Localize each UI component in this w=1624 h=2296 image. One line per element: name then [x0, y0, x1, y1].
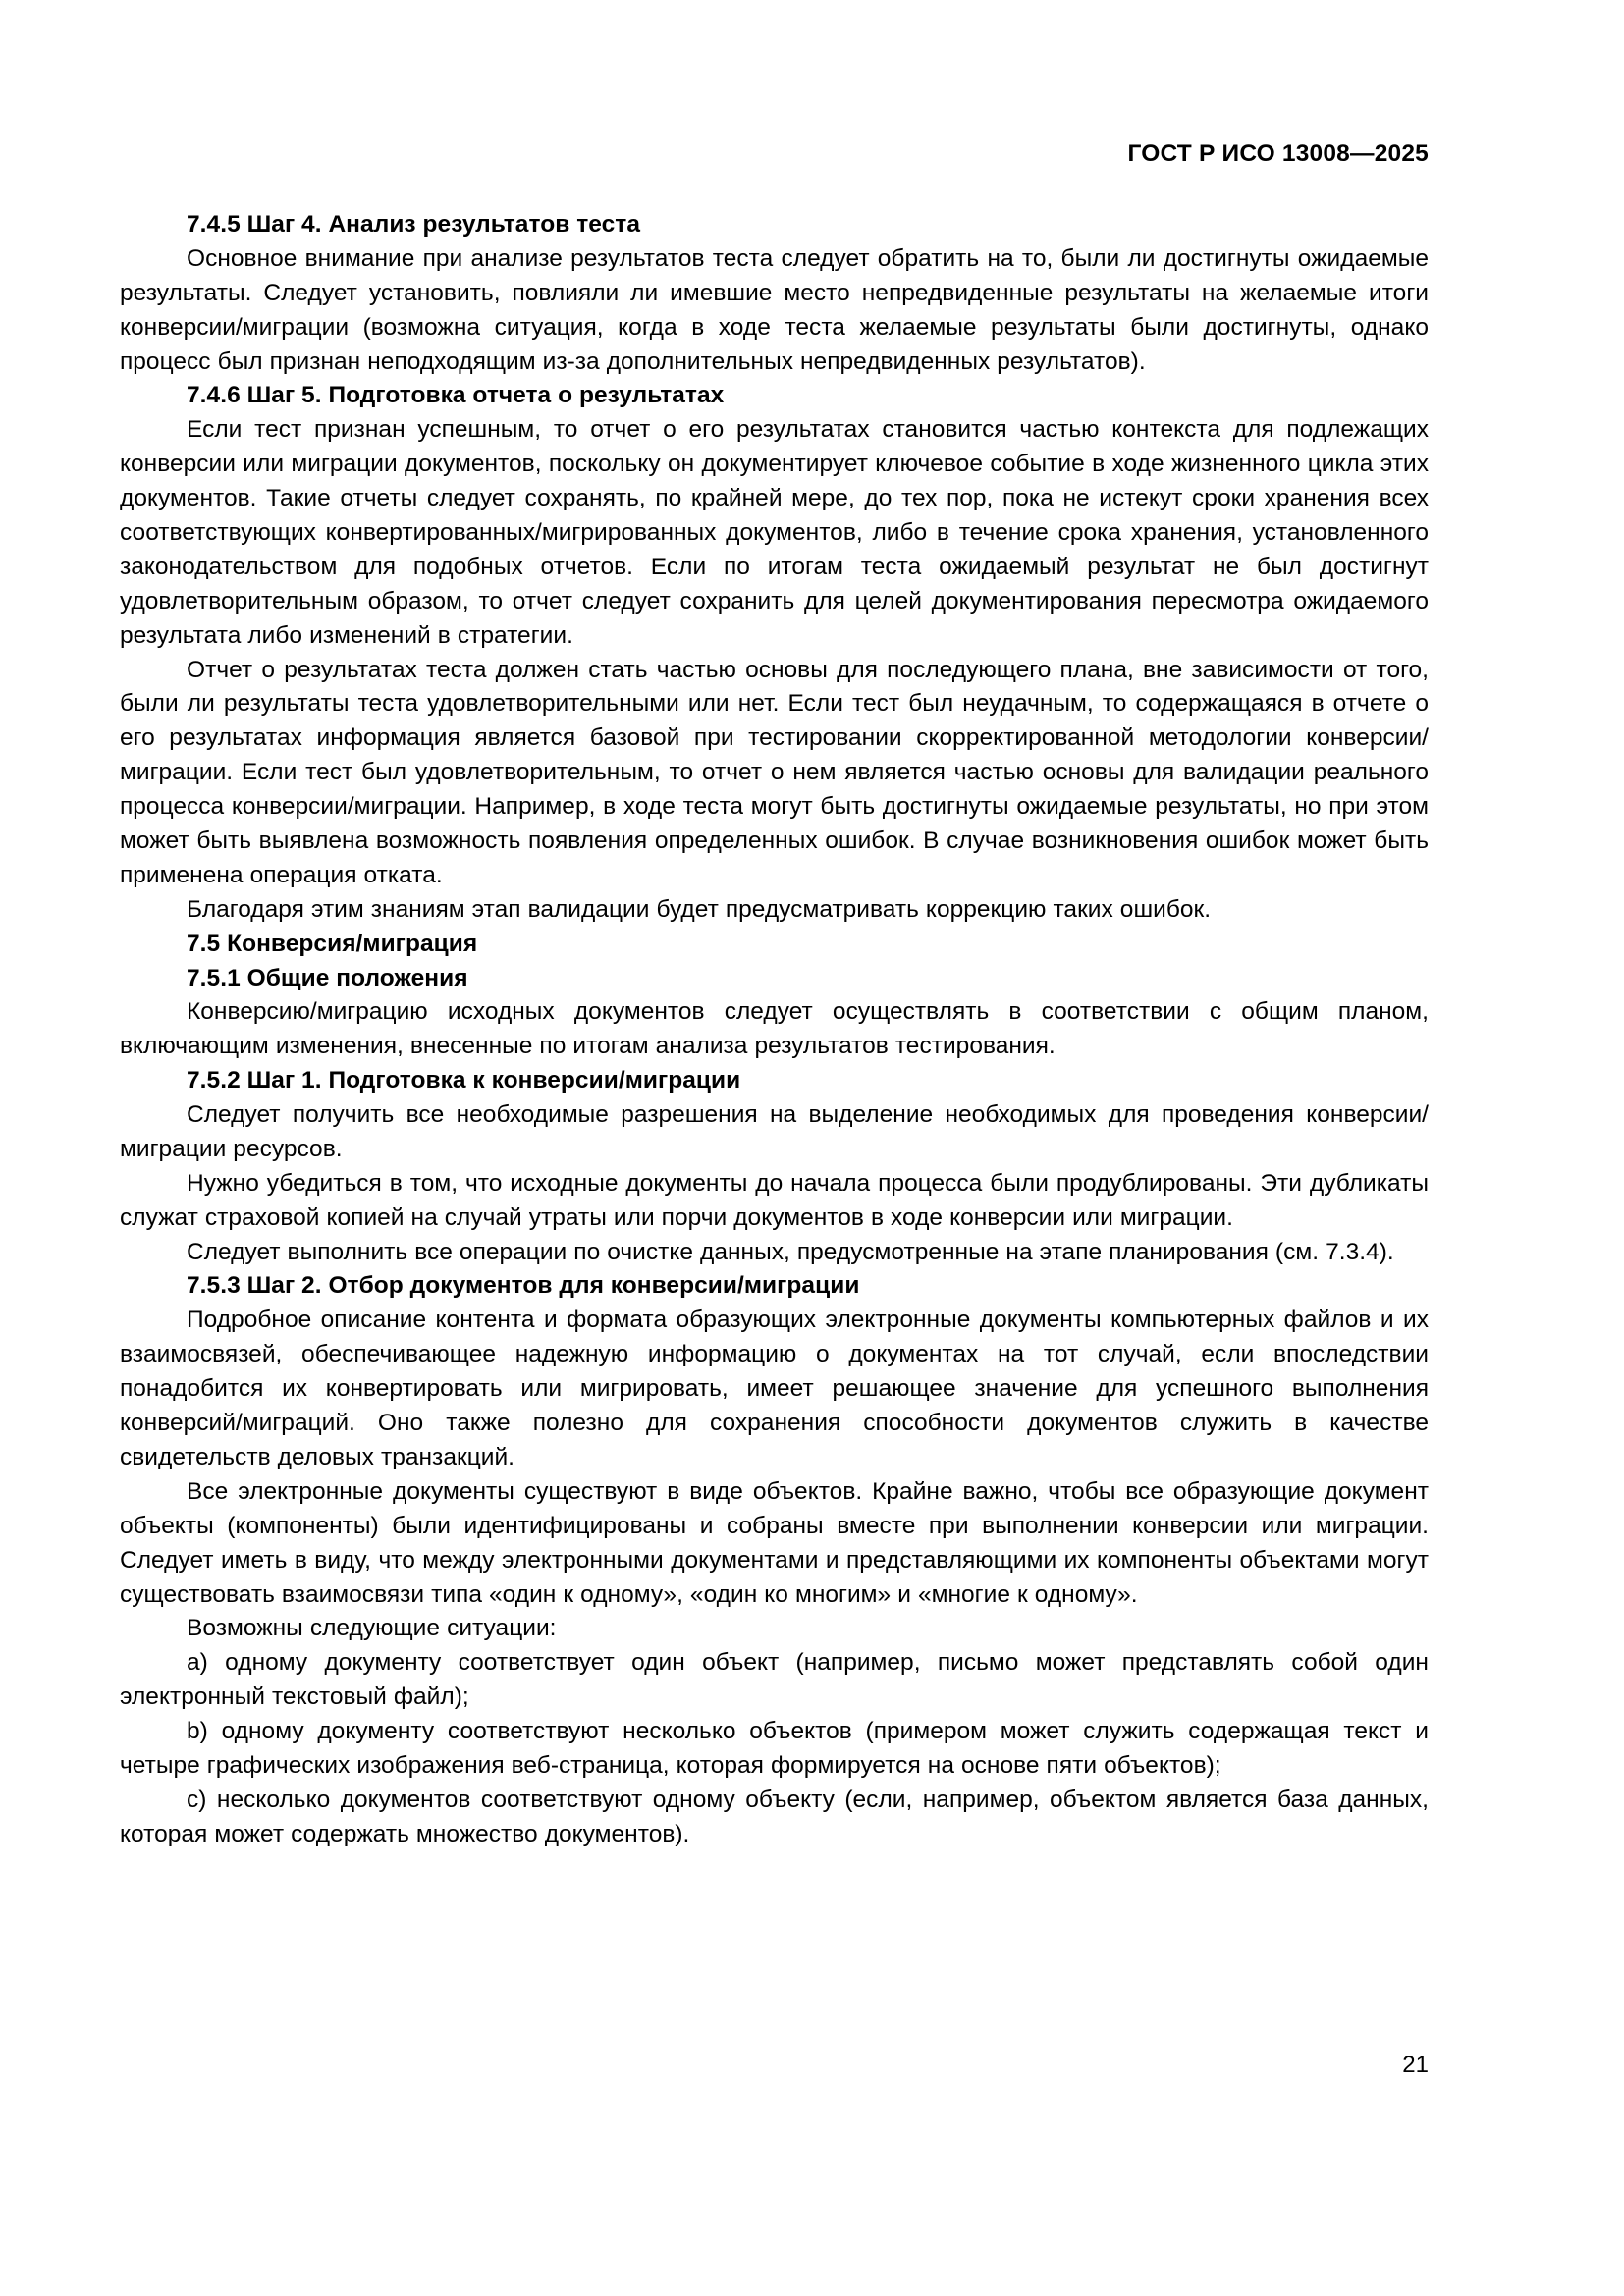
page-number: 21	[1402, 2052, 1429, 2078]
heading-7-4-6: 7.4.6 Шаг 5. Подготовка отчета о результатах	[187, 382, 725, 409]
paragraph-7-5-3-3: Возможны следующие ситуации:	[187, 1615, 557, 1642]
running-header: ГОСТ Р ИСО 13008—2025	[1127, 140, 1429, 167]
paragraph-7-4-6-3: Благодаря этим знаниям этап валидации будет предусматривать коррекцию таких ошибок.	[187, 895, 1212, 923]
paragraph-7-5-1-1: Конверсию/миграцию исходных документов следует осуществлять в соответствии с общим планом, включающим изменения, внесенные по итогам анализа результатов тестирования.	[120, 998, 1429, 1060]
page-content	[120, 208, 1429, 1852]
heading-7-5-3: 7.5.3 Шаг 2. Отбор документов для конверсии/миграции	[187, 1272, 860, 1300]
heading-7-5: 7.5 Конверсия/миграция	[187, 930, 478, 957]
paragraph-7-4-6-2: Отчет о результатах теста должен стать частью основы для последующего плана, вне зависимости от того, были ли результаты теста удовлетворительными или нет. Если тест был неудачным, то содержащаяся в отчете о его результатах информация является базовой при тестировании скорректированной методологии конверсии/миграции. Если тест был удовлетворительным, то отчет о нем является частью основы для валидации реального процесса конверсии/миграции. Например, в ходе теста могут быть достигнуты ожидаемые результаты, но при этом может быть выявлена возможность появления определенных ошибок. В случае возникновения ошибок может быть применена операция отката.	[120, 656, 1429, 888]
paragraph-7-5-3-2: Все электронные документы существуют в виде объектов. Крайне важно, чтобы все образующие документ объекты (компоненты) были идентифицированы и собраны вместе при выполнении конверсии или миграции. Следует иметь в виду, что между электронными документами и представляющими их компоненты объектами могут существовать взаимосвязи типа «один к одному», «один ко многим» и «многие к одному».	[120, 1477, 1429, 1608]
list-item-c: c) несколько документов соответствуют одному объекту (если, например, объектом является база данных, которая может содержать множество документов).	[120, 1786, 1429, 1847]
heading-7-5-1: 7.5.1 Общие положения	[187, 964, 468, 991]
paragraph-7-5-3-1: Подробное описание контента и формата образующих электронные документы компьютерных файлов и их взаимосвязей, обеспечивающее надежную информацию о документах на тот случай, если впоследствии понадобится их конвертировать или мигрировать, имеет решающее значение для успешного выполнения конверсий/миграций. Оно также полезно для сохранения способности документов служить в качестве свидетельств деловых транзакций.	[120, 1307, 1429, 1470]
heading-7-4-5: 7.4.5 Шаг 4. Анализ результатов теста	[187, 211, 640, 238]
paragraph-7-5-2-3: Следует выполнить все операции по очистке данных, предусмотренные на этапе планирования (см. 7.3.4).	[187, 1238, 1394, 1265]
list-item-b: b) одному документу соответствуют несколько объектов (примером может служить содержащая текст и четыре графических изображения веб-страница, которая формируется на основе пяти объектов);	[120, 1718, 1429, 1780]
paragraph-7-5-2-1: Следует получить все необходимые разрешения на выделение необходимых для проведения конверсии/миграции ресурсов.	[120, 1100, 1429, 1162]
paragraph-7-5-2-2: Нужно убедиться в том, что исходные документы до начала процесса были продублированы. Эти дубликаты служат страховой копией на случай утраты или порчи документов в ходе конверсии или миграции.	[120, 1169, 1429, 1231]
heading-7-5-2: 7.5.2 Шаг 1. Подготовка к конверсии/миграции	[187, 1067, 741, 1095]
paragraph-7-4-5-1: Основное внимание при анализе результатов теста следует обратить на то, были ли достигнуты ожидаемые результаты. Следует установить, повлияли ли имевшие место непредвиденные результаты на желаемые итоги конверсии/миграции (возможна ситуация, когда в ходе теста желаемые результаты были достигнуты, однако процесс был признан неподходящим из-за дополнительных непредвиденных результатов).	[120, 244, 1429, 375]
paragraph-7-4-6-1: Если тест признан успешным, то отчет о его результатах становится частью контекста для подлежащих конверсии или миграции документов, поскольку он документирует ключевое событие в ходе жизненного цикла этих документов. Такие отчеты следует сохранять, по крайней мере, до тех пор, пока не истекут сроки хранения всех соответствующих конвертированных/мигрированных документов, либо в течение срока хранения, установленного законодательством для подобных отчетов. Если по итогам теста ожидаемый результат не был достигнут удовлетворительным образом, то отчет следует сохранить для целей документирования пересмотра ожидаемого результата либо изменений в стратегии.	[120, 416, 1429, 649]
list-item-a: a) одному документу соответствует один объект (например, письмо может представлять собой один электронный текстовый файл);	[120, 1649, 1429, 1711]
